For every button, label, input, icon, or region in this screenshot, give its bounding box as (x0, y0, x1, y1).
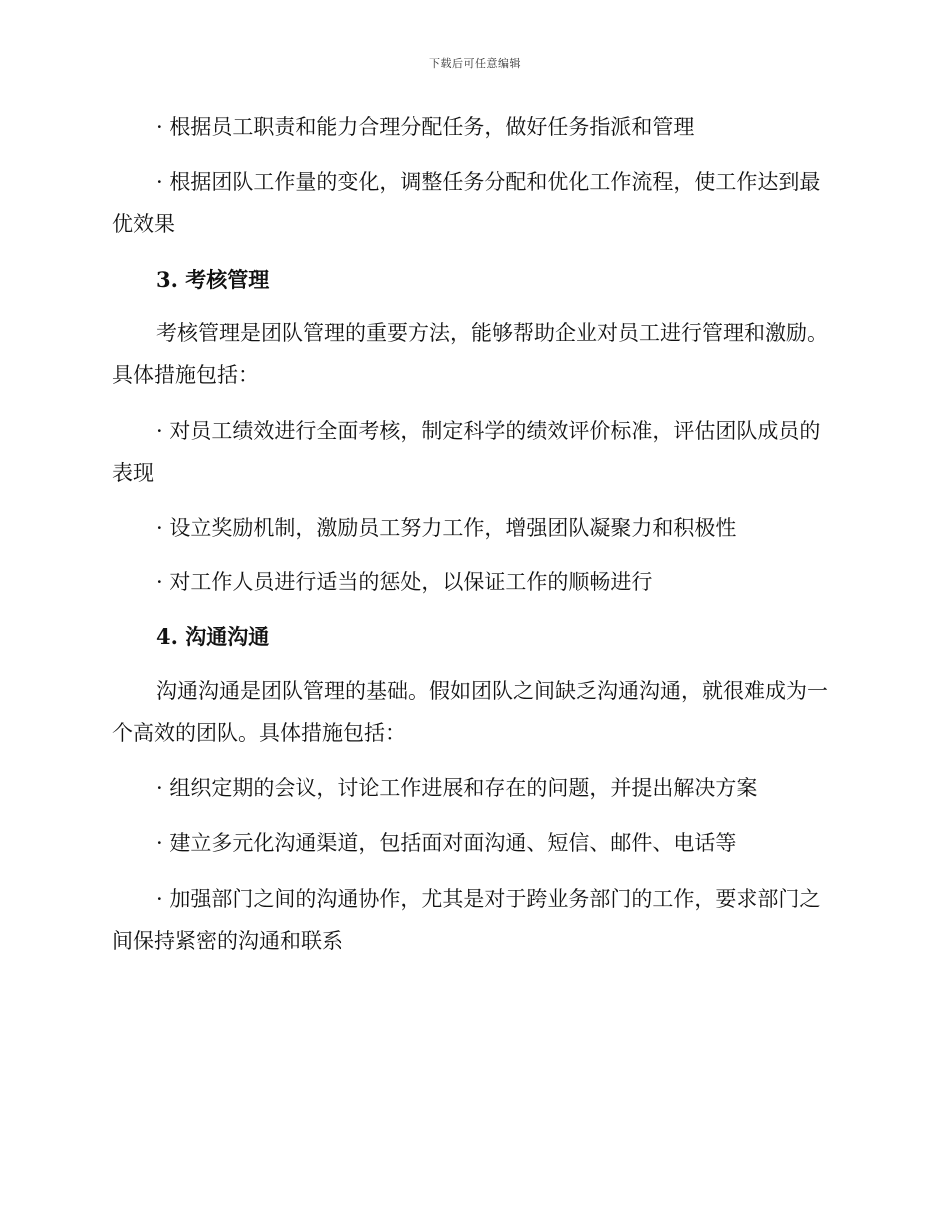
bullet-item-task-assignment: · 根据员工职责和能力合理分配任务，做好任务指派和管理 (156, 115, 695, 139)
paragraph-communication-intro: 沟通沟通是团队管理的基础。假如团队之间缺乏沟通沟通，就很难成为一个高效的团队。具体措施包括： (112, 679, 828, 745)
bullet-item-cross-department: · 加强部门之间的沟通协作，尤其是对于跨业务部门的工作，要求部门之间保持紧密的沟通和联系 (112, 887, 821, 953)
bullet-item-discipline: · 对工作人员进行适当的惩处，以保证工作的顺畅进行 (156, 570, 653, 594)
section-heading-assessment: 3. 考核管理 (156, 267, 270, 292)
bullet-item-performance-review: · 对员工绩效进行全面考核，制定科学的绩效评价标准，评估团队成员的表现 (112, 419, 821, 485)
section-heading-communication: 4. 沟通沟通 (156, 624, 270, 649)
bullet-item-communication-channels: · 建立多元化沟通渠道，包括面对面沟通、短信、邮件、电话等 (156, 831, 737, 855)
bullet-item-workflow-optimization: · 根据团队工作量的变化，调整任务分配和优化工作流程，使工作达到最优效果 (112, 170, 821, 236)
paragraph-assessment-intro: 考核管理是团队管理的重要方法，能够帮助企业对员工进行管理和激励。具体措施包括： (112, 321, 828, 387)
bullet-item-regular-meetings: · 组织定期的会议，讨论工作进展和存在的问题，并提出解决方案 (156, 776, 758, 800)
header-note: 下载后可任意编辑 (429, 57, 521, 70)
bullet-item-reward-mechanism: · 设立奖励机制，激励员工努力工作，增强团队凝聚力和积极性 (156, 516, 737, 540)
